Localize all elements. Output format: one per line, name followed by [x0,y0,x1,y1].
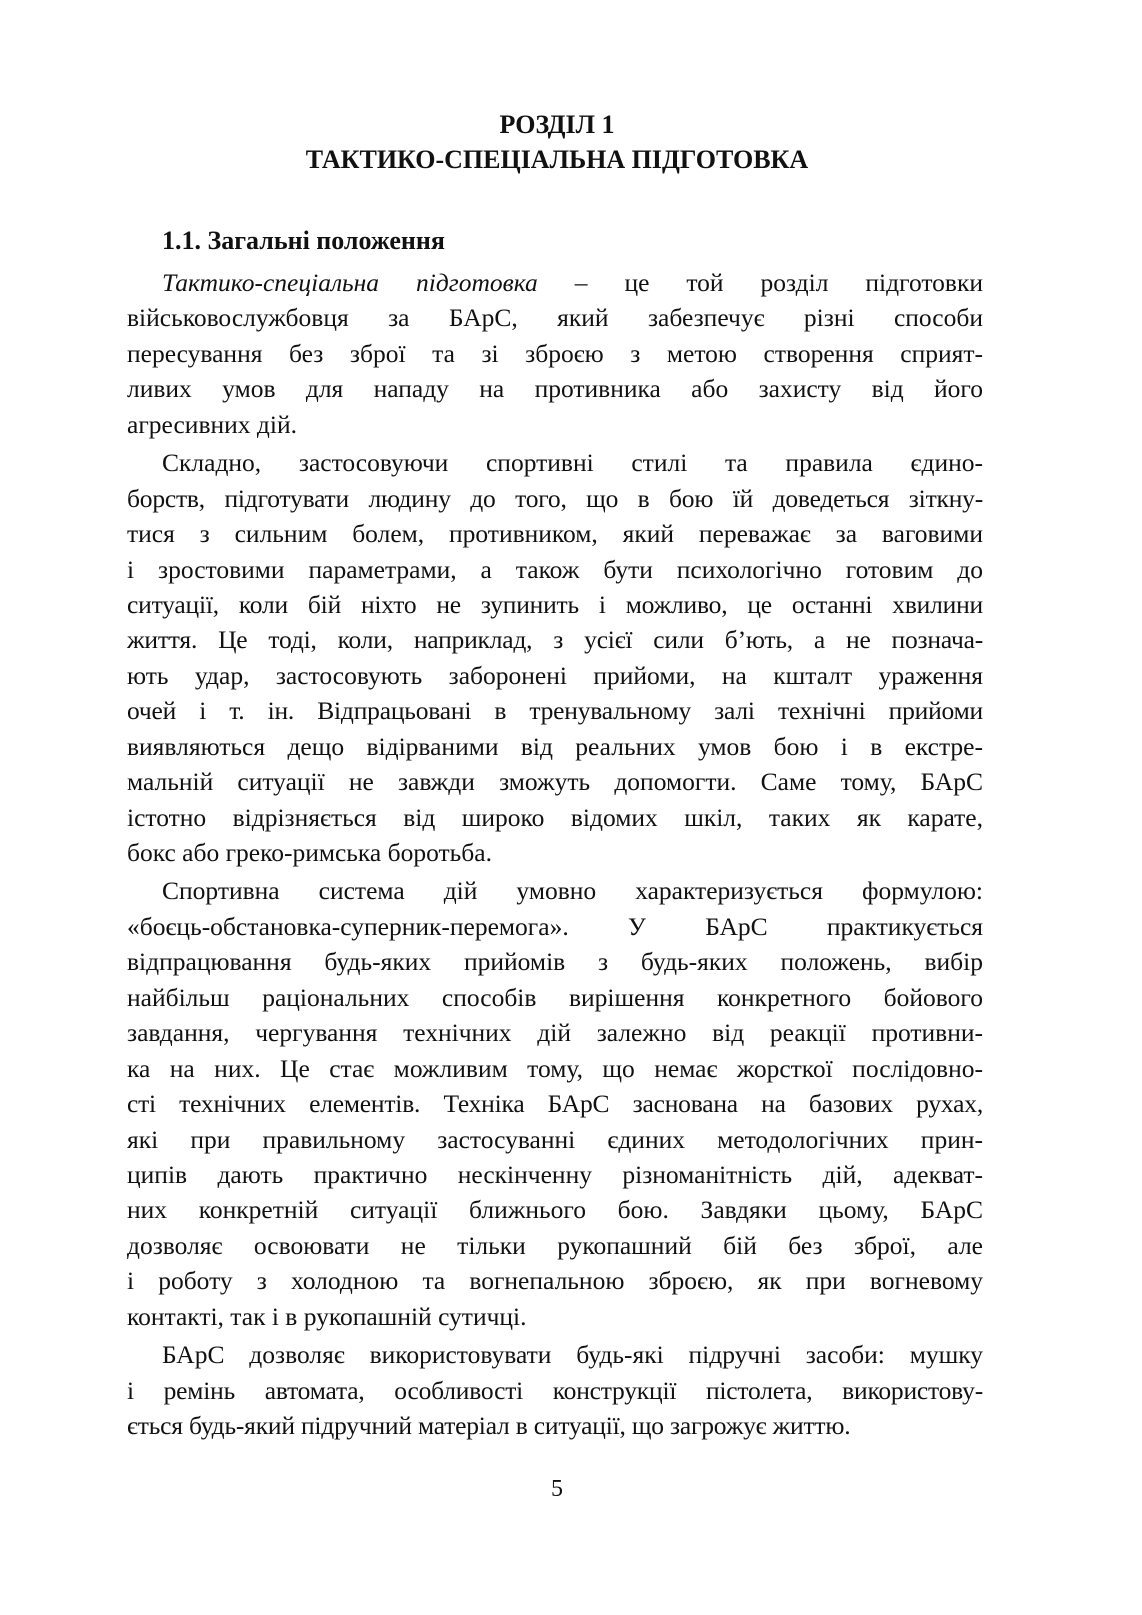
text-line [127,336,983,371]
line-text: тися з сильним болем, противником, який переважає за ваговими [127,519,983,549]
text-line [127,658,983,693]
text-line [127,1373,983,1408]
paragraph [127,873,983,1334]
text-line [127,1408,983,1443]
text-line [127,729,983,764]
line-text: ка на них. Це стає можливим тому, що немає жорсткої послідовно- [127,1053,983,1083]
line-text: ють удар, застосовують заборонені прийоми, на кшталт ураження [127,660,983,690]
line-text: завдання, чергування технічних дій залежно від реакції противни- [127,1018,983,1048]
line-text: виявляються дещо відірваними від реальних умов бою і в екстре- [127,731,983,761]
chapter-title: РОЗДІЛ 1 [499,110,615,139]
text-line [127,1192,983,1227]
text-line [127,552,983,587]
line-text: істотно відрізняється від широко відомих шкіл, таких як карате, [127,802,983,832]
text-line [127,1086,983,1121]
text-line [127,1015,983,1050]
text-line [127,371,983,406]
page-number: 5 [551,1476,563,1502]
text-line [127,909,983,944]
line-text: «боєць-обстановка-суперник-перемога». У БАрС практикується [127,911,983,941]
text-line [127,1051,983,1086]
line-text: БАрС дозволяє використовувати будь-які підручні засоби: мушку [162,1340,983,1370]
text-line [127,1263,983,1298]
text-line [127,1157,983,1192]
text-line [127,587,983,622]
paragraph [127,445,983,870]
text-line [127,516,983,551]
line-text: контакті, так і в рукопашній сутичці. [127,1301,527,1331]
text-line [127,1299,983,1334]
line-text: які при правильному застосуванні єдиних методологічних прин- [127,1124,983,1154]
line-text: військовослужбовця за БАрС, який забезпечує різні способи [127,303,983,333]
defined-term: Тактико-спеціальна підготовка [162,268,538,297]
body-text [127,265,983,1446]
line-text: ципів дають практично нескінченну різноманітність дій, адекват- [127,1159,983,1189]
line-text: бокс або греко-римська боротьба. [127,838,492,867]
text-line [127,693,983,728]
text-line [127,622,983,657]
line-text: ситуації, коли бій ніхто не зупинить і можливо, це останні хвилини [127,589,983,619]
line-text: і роботу з холодною та вогнепальною зброєю, як при вогневому [127,1266,983,1296]
text-line [127,764,983,799]
paragraph [127,265,983,442]
text-line [127,1228,983,1263]
chapter-subtitle: ТАКТИКО-СПЕЦІАЛЬНА ПІДГОТОВКА [305,145,809,174]
line-text: і ремінь автомата, особливості конструкції пістолета, використову- [127,1375,983,1405]
line-text: дозволяє освоювати не тільки рукопашний бій без зброї, але [127,1230,983,1260]
text-line [127,944,983,979]
line-text: найбільш раціональних способів вирішення конкретного бойового [127,982,983,1012]
text-line [127,1122,983,1157]
line-text: Складно, застосовуючи спортивні стилі та правила єдино- [162,448,983,478]
text-line [127,873,983,908]
text-line [127,407,983,442]
line-text: ливих умов для нападу на противника або захисту від його [127,374,983,404]
line-text: і зростовими параметрами, а також бути психологічно готовим до [127,554,983,584]
text-line [127,265,983,300]
line-text: агресивних дій. [127,409,297,439]
text-line [127,980,983,1015]
section-heading: 1.1. Загальні положення [162,226,445,255]
line-text: пересування без зброї та зі зброєю з метою створення сприят- [127,338,983,368]
line-text: – це той розділ підготовки [537,268,983,297]
text-line [127,1337,983,1372]
line-text: Спортивна система дій умовно характеризується формулою: [162,876,983,906]
line-text: очей і т. ін. Відпрацьовані в тренувальному залі технічні прийоми [127,696,983,726]
text-line [127,300,983,335]
line-text: відпрацювання будь-яких прийомів з будь-яких положень, вибір [127,947,983,977]
text-line [127,445,983,480]
text-line [127,481,983,516]
line-text: них конкретній ситуації ближнього бою. Завдяки цьому, БАрС [127,1195,983,1225]
line-text: ється будь-який підручний матеріал в ситуації, що загрожує життю. [127,1411,851,1440]
text-line [127,835,983,870]
text-line [127,800,983,835]
line-text: борств, підготувати людину до того, що в бою їй доведеться зіткну- [127,483,983,513]
line-text: сті технічних елементів. Техніка БАрС заснована на базових рухах, [127,1089,983,1119]
line-text: життя. Це тоді, коли, наприклад, з усієї сили б’ють, а не познача- [127,625,983,655]
paragraph [127,1337,983,1443]
line-text: мальній ситуації не завжди зможуть допомогти. Саме тому, БАрС [127,767,983,797]
